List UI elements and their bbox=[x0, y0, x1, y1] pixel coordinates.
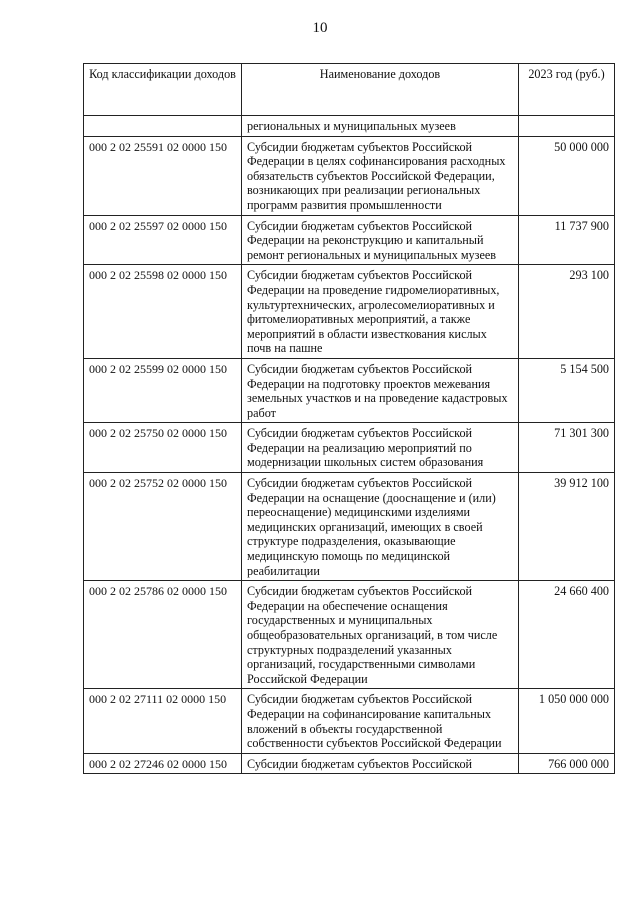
table-row bbox=[84, 265, 615, 359]
table-row bbox=[84, 423, 615, 473]
row-name: Субсидии бюджетам субъектов Российской Федерации на оснащение (дооснащение и (или) переоснащение) медицинскими изделиями медицинских организаций, имеющих в своей структуре подразделения, оказывающие медицинскую помощь по медицинской реабилитации bbox=[242, 473, 519, 581]
row-amount: 39 912 100 bbox=[519, 473, 615, 581]
row-name: Субсидии бюджетам субъектов Российской Федерации в целях софинансирования расходных обязательств субъектов Российской Федерации, возникающих при реализации региональных программ развития промышленности bbox=[242, 136, 519, 215]
row-name: Субсидии бюджетам субъектов Российской Федерации на реконструкцию и капитальный ремонт региональных и муниципальных музеев bbox=[242, 215, 519, 265]
row-code: 000 2 02 25599 02 0000 150 bbox=[84, 358, 242, 422]
header-amount: 2023 год (руб.) bbox=[519, 64, 615, 116]
row-amount: 24 660 400 bbox=[519, 581, 615, 689]
table-row bbox=[84, 136, 615, 215]
row-code: 000 2 02 27246 02 0000 150 bbox=[84, 753, 242, 774]
row-code: 000 2 02 25591 02 0000 150 bbox=[84, 136, 242, 215]
table-header-row bbox=[84, 64, 615, 116]
row-amount bbox=[519, 116, 615, 137]
row-name: Субсидии бюджетам субъектов Российской Федерации на обеспечение оснащения государственных и муниципальных общеобразовательных организаций, в том числе структурных подразделений указанных организаций, государственными символами Российской Федерации bbox=[242, 581, 519, 689]
row-code: 000 2 02 27111 02 0000 150 bbox=[84, 689, 242, 753]
row-amount: 71 301 300 bbox=[519, 423, 615, 473]
table-row bbox=[84, 581, 615, 689]
row-name: Субсидии бюджетам субъектов Российской Федерации на софинансирование капитальных вложений в объекты государственной собственности субъектов Российской Федерации bbox=[242, 689, 519, 753]
table-row bbox=[84, 358, 615, 422]
row-amount: 1 050 000 000 bbox=[519, 689, 615, 753]
table-row bbox=[84, 753, 615, 774]
header-name: Наименование доходов bbox=[242, 64, 519, 116]
header-code: Код классификации доходов bbox=[84, 64, 242, 116]
row-code: 000 2 02 25597 02 0000 150 bbox=[84, 215, 242, 265]
row-name: Субсидии бюджетам субъектов Российской Федерации на проведение гидромелиоративных, культуртехнических, агролесомелиоративных и фитомелиоративных мероприятий, а также мероприятий в области известкования кислых почв на пашне bbox=[242, 265, 519, 359]
row-name: Субсидии бюджетам субъектов Российской Федерации на реализацию мероприятий по модернизации школьных систем образования bbox=[242, 423, 519, 473]
row-amount: 50 000 000 bbox=[519, 136, 615, 215]
row-name: Субсидии бюджетам субъектов Российской bbox=[242, 753, 519, 774]
continuation-row bbox=[84, 116, 615, 137]
row-code: 000 2 02 25786 02 0000 150 bbox=[84, 581, 242, 689]
row-code: 000 2 02 25750 02 0000 150 bbox=[84, 423, 242, 473]
table-row bbox=[84, 473, 615, 581]
row-name: региональных и муниципальных музеев bbox=[242, 116, 519, 137]
row-amount: 293 100 bbox=[519, 265, 615, 359]
revenue-table bbox=[83, 63, 615, 774]
table-row bbox=[84, 215, 615, 265]
table-row bbox=[84, 689, 615, 753]
row-amount: 11 737 900 bbox=[519, 215, 615, 265]
row-code: 000 2 02 25598 02 0000 150 bbox=[84, 265, 242, 359]
row-code: 000 2 02 25752 02 0000 150 bbox=[84, 473, 242, 581]
row-amount: 766 000 000 bbox=[519, 753, 615, 774]
row-name: Субсидии бюджетам субъектов Российской Федерации на подготовку проектов межевания земельных участков и на проведение кадастровых работ bbox=[242, 358, 519, 422]
page-number: 10 bbox=[312, 20, 328, 36]
row-amount: 5 154 500 bbox=[519, 358, 615, 422]
row-code bbox=[84, 116, 242, 137]
